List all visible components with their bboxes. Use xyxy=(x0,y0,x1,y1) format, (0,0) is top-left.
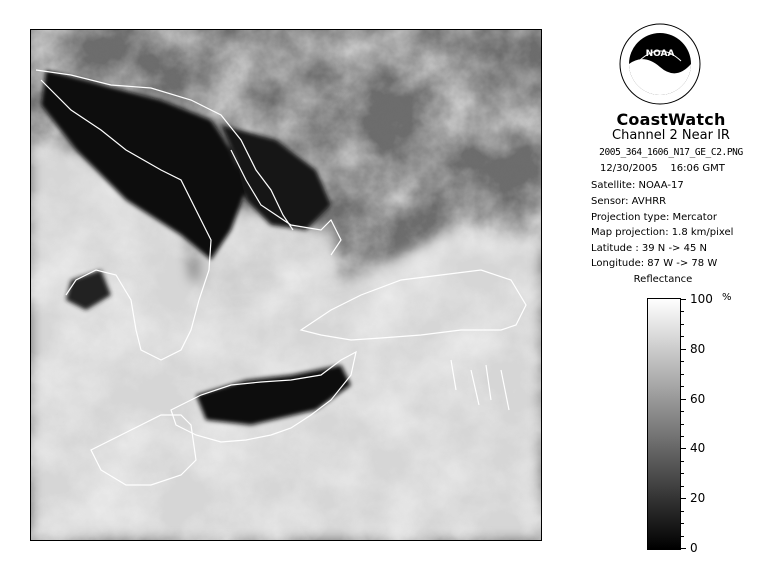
colorbar-tick xyxy=(681,511,684,512)
colorbar-tick xyxy=(681,498,686,499)
colorbar-tick xyxy=(681,374,684,375)
colorbar-tick xyxy=(681,311,684,312)
colorbar-tick xyxy=(681,473,684,474)
file-name: 2005_364_1606_N17_GE_C2.PNG xyxy=(599,147,743,158)
channel-label: Channel 2 Near IR xyxy=(612,128,730,143)
brand-title: CoastWatch xyxy=(616,110,726,129)
colorbar-tick xyxy=(681,424,684,425)
colorbar-tick xyxy=(681,523,684,524)
colorbar-tick xyxy=(681,461,684,462)
colorbar-tick xyxy=(681,349,686,350)
colorbar-tick-label: 20 xyxy=(690,491,706,505)
noaa-logo xyxy=(619,23,701,105)
colorbar-tick xyxy=(681,536,684,537)
logo-text: NOAA xyxy=(645,49,675,59)
colorbar-tick xyxy=(681,299,686,300)
sensor-label: Sensor: AVHRR xyxy=(591,196,667,207)
latitude-range: Latitude : 39 N -> 45 N xyxy=(591,243,707,254)
colorbar-tick-label: 80 xyxy=(690,342,706,356)
colorbar-tick xyxy=(681,361,684,362)
satellite-image xyxy=(30,29,542,541)
colorbar-tick xyxy=(681,436,684,437)
colorbar-tick xyxy=(681,324,684,325)
time-value: 16:06 GMT xyxy=(670,163,725,174)
colorbar-tick xyxy=(681,411,684,412)
date-value: 12/30/2005 xyxy=(600,163,658,174)
reflectance-colorbar xyxy=(647,298,681,550)
map-projection-label: Map projection: 1.8 km/pixel xyxy=(591,227,734,238)
colorbar-tick xyxy=(681,399,686,400)
colorbar-tick xyxy=(681,386,684,387)
colorbar-tick-label: 40 xyxy=(690,441,706,455)
longitude-range: Longitude: 87 W -> 78 W xyxy=(591,258,718,269)
satellite-label: Satellite: NOAA-17 xyxy=(591,180,684,191)
projection-type-label: Projection type: Mercator xyxy=(591,212,717,223)
colorbar-tick xyxy=(681,548,686,549)
colorbar-tick xyxy=(681,336,684,337)
colorbar-tick xyxy=(681,448,686,449)
colorbar-title: Reflectance xyxy=(633,274,693,285)
colorbar-tick-label: 0 xyxy=(690,541,698,555)
colorbar-tick-label: 100 xyxy=(690,292,713,306)
colorbar-tick-label: 60 xyxy=(690,392,706,406)
colorbar-tick xyxy=(681,486,684,487)
colorbar-unit: % xyxy=(722,292,732,303)
date-time-line xyxy=(600,163,725,174)
satellite-map-svg xyxy=(31,30,541,540)
